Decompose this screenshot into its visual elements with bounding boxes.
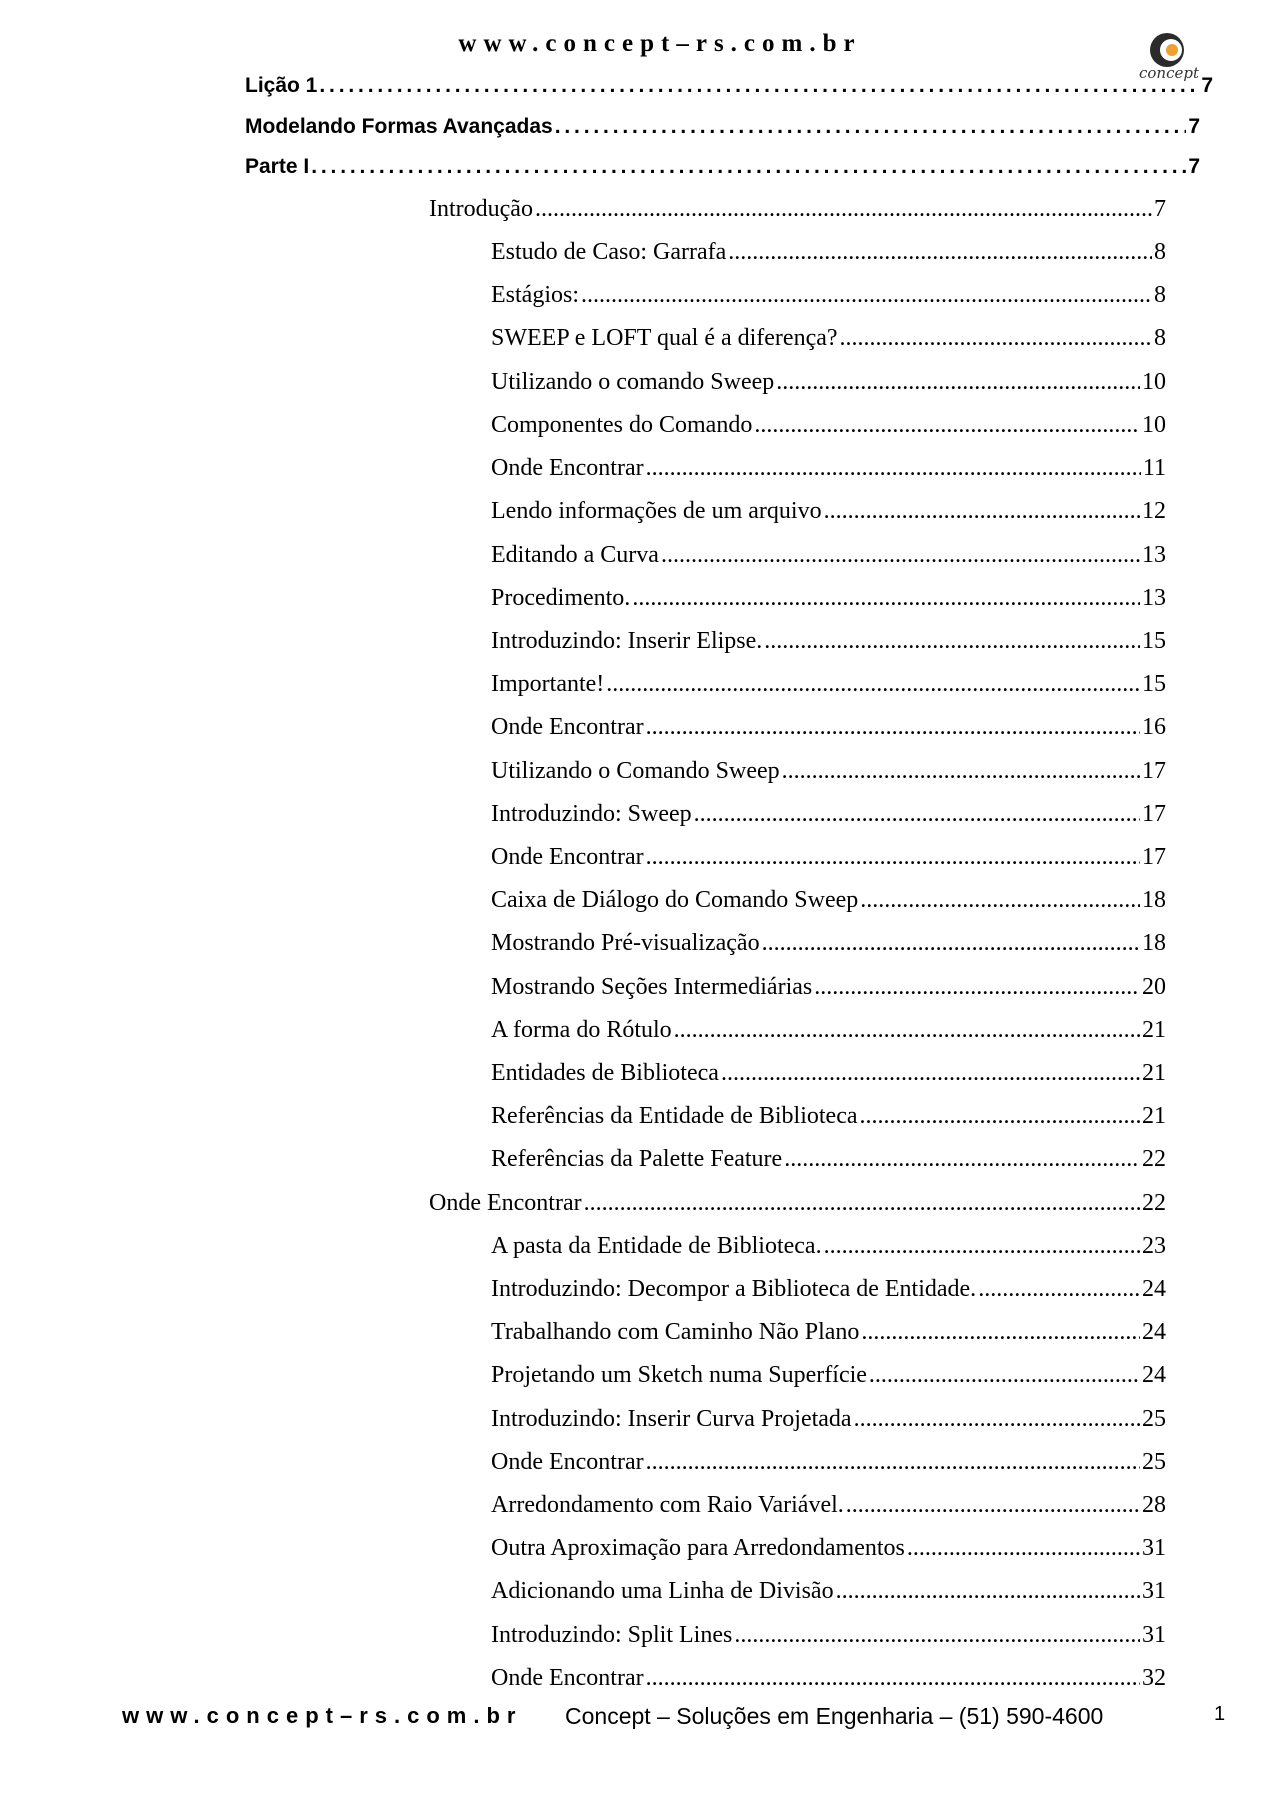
toc-entry[interactable] <box>491 412 1166 444</box>
toc-entry-modelando[interactable] <box>245 115 1200 145</box>
toc-entry-page: 21 <box>1142 1017 1166 1043</box>
toc-entry-page: 24 <box>1142 1362 1166 1388</box>
toc-entry-title: SWEEP e LOFT qual é a diferença? <box>491 325 838 351</box>
toc-entry-title: Introdução <box>429 196 533 222</box>
toc-entry-page: 32 <box>1142 1665 1166 1691</box>
toc-entry-page: 10 <box>1142 369 1166 395</box>
toc-entry-title: Utilizando o comando Sweep <box>491 369 775 395</box>
toc-entry-page: 24 <box>1142 1319 1166 1345</box>
toc-entry[interactable] <box>491 1362 1166 1394</box>
toc-entry[interactable] <box>491 887 1166 919</box>
toc-entry-title: Mostrando Seções Intermediárias <box>491 974 813 1000</box>
toc-entry-page: 22 <box>1142 1146 1166 1172</box>
toc-entry-title: Procedimento. <box>491 585 631 611</box>
dot-leader <box>836 1578 1140 1605</box>
toc-entry[interactable] <box>491 628 1166 660</box>
toc-entry-page: 17 <box>1142 758 1166 784</box>
dot-leader <box>840 325 1152 352</box>
dot-leader <box>646 455 1141 482</box>
dot-leader <box>854 1406 1140 1433</box>
toc-entry[interactable] <box>491 239 1166 271</box>
toc-entry[interactable] <box>491 1578 1166 1610</box>
toc-entry[interactable] <box>491 498 1166 530</box>
toc-entry[interactable] <box>491 1276 1166 1308</box>
toc-entry[interactable] <box>491 1146 1166 1178</box>
toc-entry-title: Estudo de Caso: Garrafa <box>491 239 727 265</box>
toc-entry-page: 13 <box>1142 542 1166 568</box>
toc-entry-title: Adicionando uma Linha de Divisão <box>491 1578 834 1604</box>
toc-entry-title: Caixa de Diálogo do Comando Sweep <box>491 887 859 913</box>
toc-entry-introducao[interactable] <box>429 196 1166 228</box>
logo-text: concept <box>1139 64 1199 82</box>
toc-entry-page: 17 <box>1142 844 1166 870</box>
dot-leader <box>782 758 1140 785</box>
toc-entry-title: Parte I <box>245 155 310 178</box>
toc-entry-title: Estágios: <box>491 282 579 308</box>
dot-leader <box>632 585 1140 612</box>
toc-entry-onde-encontrar[interactable] <box>429 1190 1166 1222</box>
dot-leader <box>584 1190 1140 1217</box>
toc-entry-page: 21 <box>1142 1060 1166 1086</box>
toc-entry-title: Utilizando o Comando Sweep <box>491 758 780 784</box>
toc-entry[interactable] <box>491 455 1166 487</box>
toc-entry-page: 7 <box>1154 196 1166 222</box>
toc-entry[interactable] <box>491 1103 1166 1135</box>
dot-leader <box>764 628 1140 655</box>
dot-leader <box>776 369 1140 396</box>
toc-entry-page: 17 <box>1142 801 1166 827</box>
toc-entry-title: Outra Aproximação para Arredondamentos <box>491 1535 905 1561</box>
toc-entry-page: 18 <box>1142 930 1166 956</box>
dot-leader <box>907 1535 1140 1562</box>
toc-entry-title: Onde Encontrar <box>491 714 644 740</box>
toc-entry-title: Introduzindo: Sweep <box>491 801 692 827</box>
dot-leader <box>674 1017 1140 1044</box>
dot-leader <box>646 844 1140 871</box>
toc-entry-page: 11 <box>1142 455 1166 481</box>
toc-entry-page: 31 <box>1142 1535 1166 1561</box>
toc-entry-title: Introduzindo: Inserir Elipse. <box>491 628 763 654</box>
toc-entry[interactable] <box>491 1535 1166 1567</box>
toc-entry[interactable] <box>491 1233 1166 1265</box>
toc-entry-page: 21 <box>1142 1103 1166 1129</box>
toc-entry-parte[interactable] <box>245 155 1200 185</box>
toc-entry-page: 8 <box>1154 282 1166 308</box>
toc-entry-page: 25 <box>1142 1406 1166 1432</box>
toc-entry-title: Introduzindo: Inserir Curva Projetada <box>491 1406 852 1432</box>
toc-entry-page: 28 <box>1142 1492 1166 1518</box>
dot-leader <box>869 1362 1140 1389</box>
toc-entry-page: 13 <box>1142 585 1166 611</box>
toc-entry-page: 15 <box>1142 671 1166 697</box>
toc-entry[interactable] <box>491 844 1166 876</box>
toc-entry-page: 20 <box>1142 974 1166 1000</box>
toc-entry-page: 8 <box>1154 325 1166 351</box>
toc-entry-page: 12 <box>1142 498 1166 524</box>
toc-entry[interactable] <box>491 1017 1166 1049</box>
toc-entry[interactable] <box>491 930 1166 962</box>
toc-entry[interactable] <box>491 369 1166 401</box>
toc-entry-page: 7 <box>1201 74 1213 97</box>
dot-leader <box>754 412 1140 439</box>
toc-entry[interactable] <box>491 758 1166 790</box>
toc-entry[interactable] <box>491 1492 1166 1524</box>
dot-leader <box>721 1060 1140 1087</box>
dot-leader <box>661 542 1140 569</box>
dot-leader <box>311 155 1186 179</box>
toc-entry[interactable] <box>491 1060 1166 1092</box>
dot-leader <box>694 801 1140 828</box>
toc-entry-title: Introduzindo: Split Lines <box>491 1622 733 1648</box>
toc-entry[interactable] <box>491 974 1166 1006</box>
toc-entry[interactable] <box>491 714 1166 746</box>
toc-entry-title: Onde Encontrar <box>491 1449 644 1475</box>
toc-entry[interactable] <box>491 1406 1166 1438</box>
dot-leader <box>861 1319 1140 1346</box>
toc-entry-title: Projetando um Sketch numa Superfície <box>491 1362 867 1388</box>
dot-leader <box>846 1492 1140 1519</box>
dot-leader <box>728 239 1152 266</box>
toc-entry-title: Onde Encontrar <box>491 1665 644 1691</box>
dot-leader <box>555 115 1187 139</box>
toc-entry-page: 8 <box>1154 239 1166 265</box>
toc-entry-title: Onde Encontrar <box>429 1190 582 1216</box>
toc-entry-title: Arredondamento com Raio Variável. <box>491 1492 844 1518</box>
toc-entry-title: A pasta da Entidade de Biblioteca. <box>491 1233 822 1259</box>
toc-entry-page: 31 <box>1142 1578 1166 1604</box>
toc-entry-page: 25 <box>1142 1449 1166 1475</box>
toc-entry-title: Onde Encontrar <box>491 455 644 481</box>
dot-leader <box>646 1665 1140 1692</box>
toc-entry-title: Entidades de Biblioteca <box>491 1060 719 1086</box>
dot-leader <box>824 498 1140 525</box>
dot-leader <box>646 714 1140 741</box>
toc-entry[interactable] <box>491 671 1166 703</box>
dot-leader <box>646 1449 1140 1476</box>
toc-entry[interactable] <box>491 801 1166 833</box>
toc-entry[interactable] <box>491 1319 1166 1351</box>
footer-company: Concept – Soluções em Engenharia – (51) 590-4600 <box>565 1703 1104 1729</box>
dot-leader <box>734 1622 1140 1649</box>
toc-entry[interactable] <box>491 282 1166 314</box>
toc-entry[interactable] <box>491 325 1166 357</box>
dot-leader <box>824 1233 1140 1260</box>
toc-entry-title: Lendo informações de um arquivo <box>491 498 822 524</box>
dot-leader <box>762 930 1140 957</box>
toc-entry[interactable] <box>491 542 1166 574</box>
toc-entry-page: 31 <box>1142 1622 1166 1648</box>
toc-entry-page: 10 <box>1142 412 1166 438</box>
toc-entry-page: 7 <box>1188 115 1200 138</box>
toc-entry[interactable] <box>491 1449 1166 1481</box>
dot-leader <box>535 196 1152 223</box>
dot-leader <box>814 974 1140 1001</box>
page-footer <box>0 1703 1280 1737</box>
toc-entry-title: Mostrando Pré-visualização <box>491 930 760 956</box>
toc-entry-title: Componentes do Comando <box>491 412 753 438</box>
dot-leader <box>978 1276 1140 1303</box>
dot-leader <box>860 1103 1140 1130</box>
toc-entry-title: Referências da Palette Feature <box>491 1146 783 1172</box>
toc-entry[interactable] <box>491 585 1166 617</box>
toc-entry-page: 22 <box>1142 1190 1166 1216</box>
toc-entry-licao[interactable] <box>245 74 1213 104</box>
toc-entry-title: A forma do Rótulo <box>491 1017 672 1043</box>
footer-url: www.concept–rs.com.br <box>122 1703 523 1728</box>
toc-entry[interactable] <box>491 1622 1166 1654</box>
toc-entry-title: Lição 1 <box>245 74 318 97</box>
toc-entry-title: Modelando Formas Avançadas <box>245 115 553 138</box>
toc-entry-page: 18 <box>1142 887 1166 913</box>
dot-leader <box>319 74 1199 98</box>
toc-entry-page: 23 <box>1142 1233 1166 1259</box>
dot-leader <box>606 671 1140 698</box>
toc-entry-title: Trabalhando com Caminho Não Plano <box>491 1319 860 1345</box>
toc-entry[interactable] <box>491 1665 1166 1697</box>
toc-entry-title: Introduzindo: Decompor a Biblioteca de Entidade. <box>491 1276 977 1302</box>
header-url: www.concept–rs.com.br <box>458 30 862 57</box>
toc-entry-title: Editando a Curva <box>491 542 659 568</box>
toc-entry-page: 15 <box>1142 628 1166 654</box>
toc-entry-title: Onde Encontrar <box>491 844 644 870</box>
toc-entry-page: 24 <box>1142 1276 1166 1302</box>
dot-leader <box>860 887 1140 914</box>
footer-page-number: 1 <box>1214 1703 1226 1725</box>
toc-entry-page: 16 <box>1142 714 1166 740</box>
toc-entry-title: Importante! <box>491 671 605 697</box>
toc-entry-title: Referências da Entidade de Biblioteca <box>491 1103 858 1129</box>
toc-entry-page: 7 <box>1188 155 1200 178</box>
dot-leader <box>581 282 1152 309</box>
dot-leader <box>784 1146 1140 1173</box>
